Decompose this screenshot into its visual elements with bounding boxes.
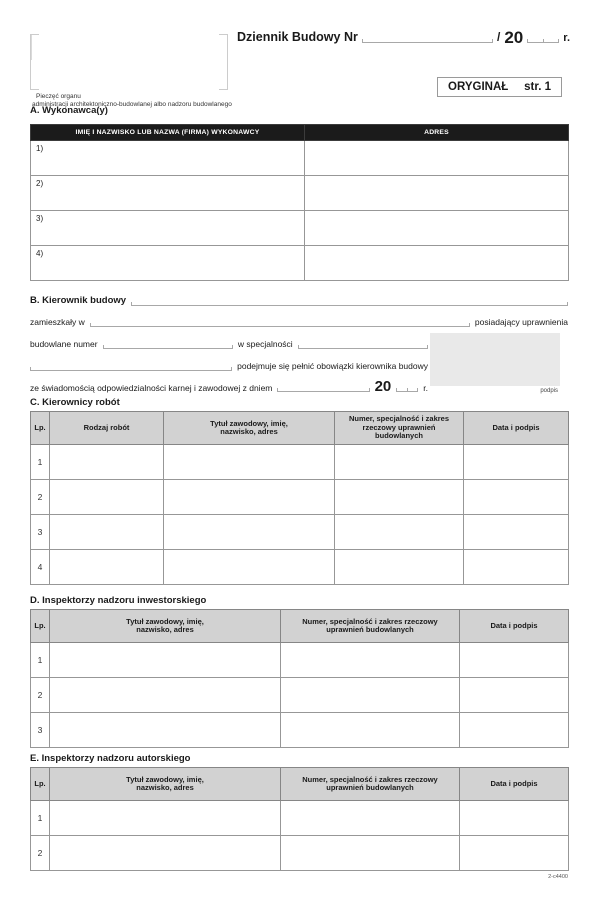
license-cell[interactable] bbox=[335, 550, 464, 585]
title-name-cell[interactable] bbox=[50, 801, 281, 836]
author-inspectors-table bbox=[30, 767, 569, 871]
page-number-label: str. 1 bbox=[524, 81, 551, 93]
signature-area[interactable] bbox=[430, 333, 560, 386]
title-name-cell[interactable] bbox=[50, 643, 281, 678]
column-header-work-type: Rodzaj robót bbox=[50, 412, 164, 445]
table-row bbox=[31, 678, 569, 713]
column-header-lp: Lp. bbox=[31, 768, 50, 801]
year-suffix: r. bbox=[563, 32, 570, 44]
specialty-continuation-field[interactable] bbox=[30, 367, 232, 371]
section-b-heading-row bbox=[30, 296, 568, 307]
row-number: 3 bbox=[31, 515, 50, 550]
date-signature-cell[interactable] bbox=[460, 713, 569, 748]
contractor-name-cell[interactable] bbox=[31, 246, 305, 281]
title-name-cell[interactable] bbox=[164, 445, 335, 480]
stamp-caption-line1: Pieczęć organu bbox=[36, 93, 81, 100]
contractor-name-cell[interactable] bbox=[31, 141, 305, 176]
table-row bbox=[31, 211, 569, 246]
contractor-name-cell[interactable] bbox=[31, 211, 305, 246]
work-type-cell[interactable] bbox=[50, 480, 164, 515]
table-row bbox=[31, 643, 569, 678]
column-header-title-name: Tytuł zawodowy, imię, nazwisko, adres bbox=[50, 610, 281, 643]
original-page-badge bbox=[437, 77, 562, 97]
row-number: 1 bbox=[31, 643, 50, 678]
table-row bbox=[31, 515, 569, 550]
year-prefix: 20 bbox=[374, 378, 392, 395]
table-row bbox=[31, 801, 569, 836]
column-header-address: ADRES bbox=[305, 125, 569, 141]
separator-slash: / bbox=[497, 30, 501, 44]
duty-text: podejmuje się pełnić obowiązki kierownika budowy bbox=[237, 361, 428, 371]
row-number: 1 bbox=[31, 801, 50, 836]
date-signature-cell[interactable] bbox=[460, 836, 569, 871]
work-type-cell[interactable] bbox=[50, 515, 164, 550]
work-type-cell[interactable] bbox=[50, 445, 164, 480]
table-row bbox=[31, 480, 569, 515]
column-header-date-signature: Data i podpis bbox=[464, 412, 569, 445]
section-b-heading: B. Kierownik budowy bbox=[30, 295, 127, 306]
section-d-heading: D. Inspektorzy nadzoru inwestorskiego bbox=[30, 595, 207, 606]
column-header-license: Numer, specjalność i zakres rzeczowy uprawnień budowlanych bbox=[335, 412, 464, 445]
row-number: 4 bbox=[31, 550, 50, 585]
row-label: 3) bbox=[36, 214, 44, 223]
stamp-corner-tick bbox=[31, 34, 39, 35]
residence-label: zamieszkały w bbox=[30, 317, 85, 327]
license-cell[interactable] bbox=[281, 801, 460, 836]
title-name-cell[interactable] bbox=[50, 713, 281, 748]
license-cell[interactable] bbox=[281, 678, 460, 713]
section-c-heading: C. Kierownicy robót bbox=[30, 397, 120, 408]
license-number-label: budowlane numer bbox=[30, 339, 98, 349]
contractor-address-cell[interactable] bbox=[305, 211, 569, 246]
investor-inspectors-table bbox=[30, 609, 569, 748]
stamp-corner-tick bbox=[219, 34, 227, 35]
responsibility-text: ze świadomością odpowiedzialności karnej i zawodowej z dniem bbox=[30, 382, 273, 393]
stamp-area[interactable] bbox=[30, 34, 228, 90]
work-type-cell[interactable] bbox=[50, 550, 164, 585]
specialty-label: w specjalności bbox=[237, 339, 293, 349]
table-row bbox=[31, 836, 569, 871]
title-name-cell[interactable] bbox=[164, 550, 335, 585]
license-cell[interactable] bbox=[281, 643, 460, 678]
document-header bbox=[237, 28, 570, 47]
row-number: 1 bbox=[31, 445, 50, 480]
table-row bbox=[31, 246, 569, 281]
date-signature-cell[interactable] bbox=[460, 678, 569, 713]
row-number: 2 bbox=[31, 480, 50, 515]
column-header-license: Numer, specjalność i zakres rzeczowy uprawnień budowlanych bbox=[281, 610, 460, 643]
row-number: 2 bbox=[31, 678, 50, 713]
original-label: ORYGINAŁ bbox=[448, 81, 509, 93]
year-prefix: 20 bbox=[504, 28, 524, 47]
contractor-name-cell[interactable] bbox=[31, 176, 305, 211]
stamp-caption-line2: administracji architektoniczno-budowlanej albo nadzoru budowlanego bbox=[32, 100, 232, 108]
stamp-corner-tick bbox=[31, 89, 39, 90]
table-row bbox=[31, 445, 569, 480]
date-signature-cell[interactable] bbox=[464, 480, 569, 515]
column-header-date-signature: Data i podpis bbox=[460, 768, 569, 801]
column-header-date-signature: Data i podpis bbox=[460, 610, 569, 643]
license-cell[interactable] bbox=[335, 445, 464, 480]
date-signature-cell[interactable] bbox=[464, 445, 569, 480]
license-row bbox=[30, 340, 428, 350]
responsibility-row bbox=[30, 378, 428, 395]
title-name-cell[interactable] bbox=[164, 480, 335, 515]
license-cell[interactable] bbox=[335, 480, 464, 515]
column-header-name: IMIĘ I NAZWISKO LUB NAZWA (FIRMA) WYKONAWCY bbox=[31, 125, 305, 141]
year-suffix: r. bbox=[423, 382, 428, 393]
section-e-heading: E. Inspektorzy nadzoru autorskiego bbox=[30, 753, 191, 764]
year-field[interactable] bbox=[396, 388, 418, 392]
date-signature-cell[interactable] bbox=[464, 515, 569, 550]
column-header-title-name: Tytuł zawodowy, imię, nazwisko, adres bbox=[164, 412, 335, 445]
date-signature-cell[interactable] bbox=[460, 643, 569, 678]
row-number: 2 bbox=[31, 836, 50, 871]
column-header-title-name: Tytuł zawodowy, imię, nazwisko, adres bbox=[50, 768, 281, 801]
contractor-address-cell[interactable] bbox=[305, 176, 569, 211]
contractor-address-cell[interactable] bbox=[305, 141, 569, 176]
specialty-field[interactable] bbox=[298, 345, 428, 349]
row-label: 2) bbox=[36, 179, 44, 188]
date-signature-cell[interactable] bbox=[460, 801, 569, 836]
contractor-address-cell[interactable] bbox=[305, 246, 569, 281]
table-row bbox=[31, 141, 569, 176]
title-name-cell[interactable] bbox=[50, 836, 281, 871]
entitlement-label: posiadający uprawnienia bbox=[474, 317, 568, 327]
license-cell[interactable] bbox=[281, 713, 460, 748]
residence-row bbox=[30, 318, 568, 328]
row-number: 3 bbox=[31, 713, 50, 748]
table-row bbox=[31, 713, 569, 748]
document-title: Dziennik Budowy Nr bbox=[237, 30, 358, 44]
form-code: 2-c4400 bbox=[548, 874, 568, 880]
manager-name-field[interactable] bbox=[131, 302, 568, 306]
start-date-field[interactable] bbox=[277, 388, 369, 392]
title-name-cell[interactable] bbox=[50, 678, 281, 713]
license-cell[interactable] bbox=[335, 515, 464, 550]
table-row bbox=[31, 550, 569, 585]
title-name-cell[interactable] bbox=[164, 515, 335, 550]
column-header-lp: Lp. bbox=[31, 412, 50, 445]
contractors-table bbox=[30, 124, 569, 281]
date-signature-cell[interactable] bbox=[464, 550, 569, 585]
row-label: 1) bbox=[36, 144, 44, 153]
section-a-heading: A. Wykonawca(y) bbox=[30, 105, 108, 116]
works-managers-table bbox=[30, 411, 569, 585]
license-number-field[interactable] bbox=[103, 345, 233, 349]
table-row bbox=[31, 176, 569, 211]
duty-row bbox=[30, 362, 428, 372]
row-label: 4) bbox=[36, 249, 44, 258]
journal-number-field[interactable] bbox=[362, 39, 493, 43]
column-header-license: Numer, specjalność i zakres rzeczowy uprawnień budowlanych bbox=[281, 768, 460, 801]
stamp-corner-tick bbox=[219, 89, 227, 90]
column-header-lp: Lp. bbox=[31, 610, 50, 643]
year-field[interactable] bbox=[527, 39, 559, 43]
residence-field[interactable] bbox=[90, 323, 470, 327]
signature-caption: podpis bbox=[540, 388, 558, 394]
license-cell[interactable] bbox=[281, 836, 460, 871]
